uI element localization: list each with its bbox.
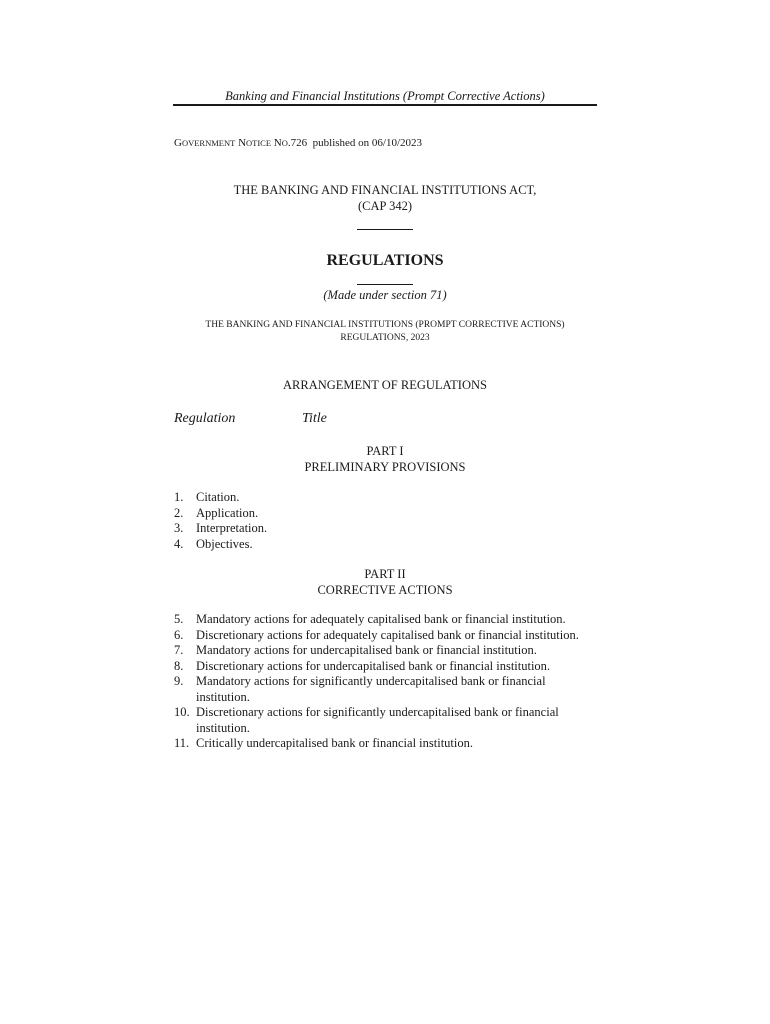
item-number: 2. [174,505,184,520]
long-title [173,319,597,344]
header-rule [173,104,597,106]
list-item [174,521,594,537]
item-text: Mandatory actions for undercapitalised bank or financial institution. [196,643,537,657]
made-under-section: (Made under section 71) [323,288,447,302]
list-item [174,705,594,736]
item-text: Mandatory actions for significantly undercapitalised bank or financial institution. [196,674,546,704]
part-2-regulation-list [174,612,594,752]
item-number: 11. [174,736,190,750]
item-number: 9. [174,674,184,688]
separator-rule-2 [357,284,413,285]
notice-g: G [174,137,182,149]
list-item [174,628,594,644]
item-number: 8. [174,658,184,673]
regulations-heading: REGULATIONS [326,252,444,269]
list-item [174,643,594,659]
separator-rule [357,229,413,230]
notice-overnment: OVERNMENT [181,138,236,148]
item-number: 3. [174,521,184,535]
act-title: THE BANKING AND FINANCIAL INSTITUTIONS ACT, [233,183,537,197]
long-title-line-1: THE BANKING AND FINANCIAL INSTITUTIONS (PROMPT CORRECTIVE ACTIONS) [205,320,565,330]
item-text: Objectives. [196,536,253,551]
act-cap: (CAP 342) [357,199,413,213]
part-1-title: PRELIMINARY PROVISIONS [304,459,466,474]
column-heading-title: Title [302,411,327,426]
notice-number: .726 [287,137,308,149]
notice-n: N [238,137,247,149]
item-number: 5. [174,612,184,626]
list-item [174,736,594,752]
item-text: Discretionary actions for adequately capitalised bank or financial institution. [196,627,579,642]
notice-published: published on 06/10/2023 [312,137,423,149]
running-header: Banking and Financial Institutions (Prompt Corrective Actions) [225,89,545,103]
part-2-heading [173,567,597,598]
column-heading-regulation: Regulation [174,411,236,426]
list-item [174,490,594,506]
item-text: Citation. [196,490,240,504]
part-1-label: PART I [366,444,404,458]
list-item [174,537,594,553]
item-number: 7. [174,643,184,657]
notice-n2: N [273,137,282,149]
government-notice-line [174,136,422,150]
item-number: 1. [174,490,184,504]
item-number: 6. [174,627,184,642]
act-title-block [173,182,597,214]
notice-o: O [281,138,288,148]
item-text: Critically undercapitalised bank or financial institution. [196,736,474,750]
item-text: Application. [196,505,259,520]
item-text: Mandatory actions for adequately capitalised bank or financial institution. [196,612,566,626]
list-item [174,674,594,705]
notice-otice: OTICE [246,138,272,148]
item-text: Interpretation. [196,521,268,535]
item-number: 4. [174,536,184,551]
list-item [174,659,594,675]
long-title-line-2: REGULATIONS, 2023 [340,332,430,343]
list-item [174,612,594,628]
part-2-title: CORRECTIVE ACTIONS [317,582,453,597]
item-number: 10. [174,705,190,719]
item-text: Discretionary actions for significantly undercapitalised bank or financial institution. [196,705,559,735]
part-1-heading [173,444,597,475]
item-text: Discretionary actions for undercapitalised bank or financial institution. [196,658,551,673]
part-2-label: PART II [364,567,406,581]
arrangement-heading: ARRANGEMENT OF REGULATIONS [283,378,487,392]
part-1-regulation-list [174,490,594,552]
list-item [174,506,594,522]
